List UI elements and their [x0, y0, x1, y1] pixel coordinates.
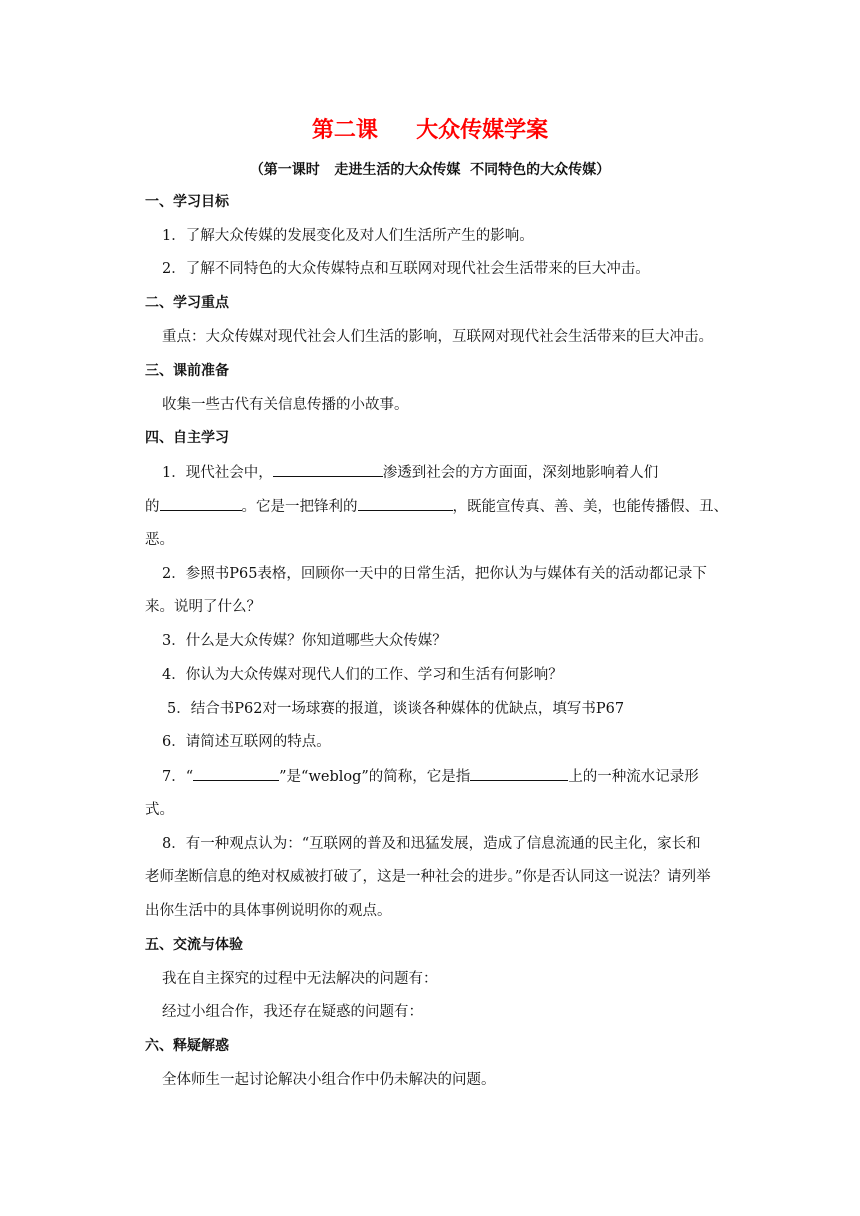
exchange-line-1: 我在自主探究的过程中无法解决的问题有：: [162, 971, 438, 987]
preparation-text: 收集一些古代有关信息传播的小故事。: [162, 397, 409, 413]
question-1-text-e: ，既能宣传真、善、美，也能传播假、丑、: [452, 499, 728, 515]
question-8-line-2: 老师垄断信息的绝对权威被打破了，这是一种社会的进步。”你是否认同这一说法？请列举: [145, 869, 711, 885]
question-1-text-c: 的: [145, 499, 160, 515]
resolve-text: 全体师生一起讨论解决小组合作中仍未解决的问题。: [162, 1072, 496, 1088]
question-2-line-1: 2．参照书P65表格，回顾你一天中的日常生活，把你认为与媒体有关的活动都记录下: [162, 566, 707, 582]
exchange-line-2: 经过小组合作，我还存在疑惑的问题有：: [162, 1004, 423, 1020]
fill-blank[interactable]: [193, 766, 279, 781]
fill-blank[interactable]: [273, 462, 383, 477]
question-1-text-f: 恶。: [145, 532, 174, 548]
question-1-text-d: 。它是一把锋利的: [241, 499, 358, 515]
question-7-text-d: 式。: [145, 802, 174, 818]
section-heading-goals: 一、学习目标: [145, 194, 229, 210]
question-8-line-1: 8．有一种观点认为：“互联网的普及和迅猛发展，造成了信息流通的民主化，家长和: [162, 836, 701, 852]
question-2-line-2: 来。说明了什么？: [145, 599, 261, 615]
fill-blank[interactable]: [160, 496, 242, 511]
fill-blank[interactable]: [358, 496, 453, 511]
section-heading-exchange: 五、交流与体验: [145, 937, 243, 953]
question-7-text-b: ”是“weblog”的简称，它是指: [279, 769, 471, 785]
section-heading-resolve: 六、释疑解惑: [145, 1038, 229, 1054]
question-1-line-1: [162, 462, 658, 483]
question-7-text-a: 7．“: [162, 769, 194, 785]
question-4: 4．你认为大众传媒对现代人们的工作、学习和生活有何影响？: [162, 667, 563, 683]
question-8-line-3: 出你生活中的具体事例说明你的观点。: [145, 903, 392, 919]
goal-item-2: 2．了解不同特色的大众传媒特点和互联网对现代社会生活带来的巨大冲击。: [162, 261, 650, 277]
section-heading-focus: 二、学习重点: [145, 295, 229, 311]
goal-item-1: 1．了解大众传媒的发展变化及对人们生活所产生的影响。: [162, 228, 534, 244]
question-6: 6．请简述互联网的特点。: [162, 734, 331, 750]
question-1-text-a: 1．现代社会中，: [162, 465, 273, 481]
focus-text: 重点：大众传媒对现代社会人们生活的影响，互联网对现代社会生活带来的巨大冲击。: [162, 329, 713, 345]
section-heading-preparation: 三、课前准备: [145, 363, 229, 379]
question-5: 5．结合书P62对一场球赛的报道，谈谈各种媒体的优缺点，填写书P67: [167, 701, 625, 717]
section-heading-self-study: 四、自主学习: [145, 430, 229, 446]
page-title: 第二课 大众传媒学案: [311, 118, 549, 143]
question-7-line-1: [162, 766, 699, 787]
question-3: 3．什么是大众传媒？你知道哪些大众传媒？: [162, 633, 447, 649]
question-1-line-2: [145, 496, 728, 517]
page-subtitle: （第一课时 走进生活的大众传媒 不同特色的大众传媒）: [249, 162, 611, 178]
fill-blank[interactable]: [470, 766, 568, 781]
question-7-text-c: 上的一种流水记录形: [568, 769, 699, 785]
question-1-text-b: 渗透到社会的方方面面，深刻地影响着人们: [382, 465, 659, 481]
